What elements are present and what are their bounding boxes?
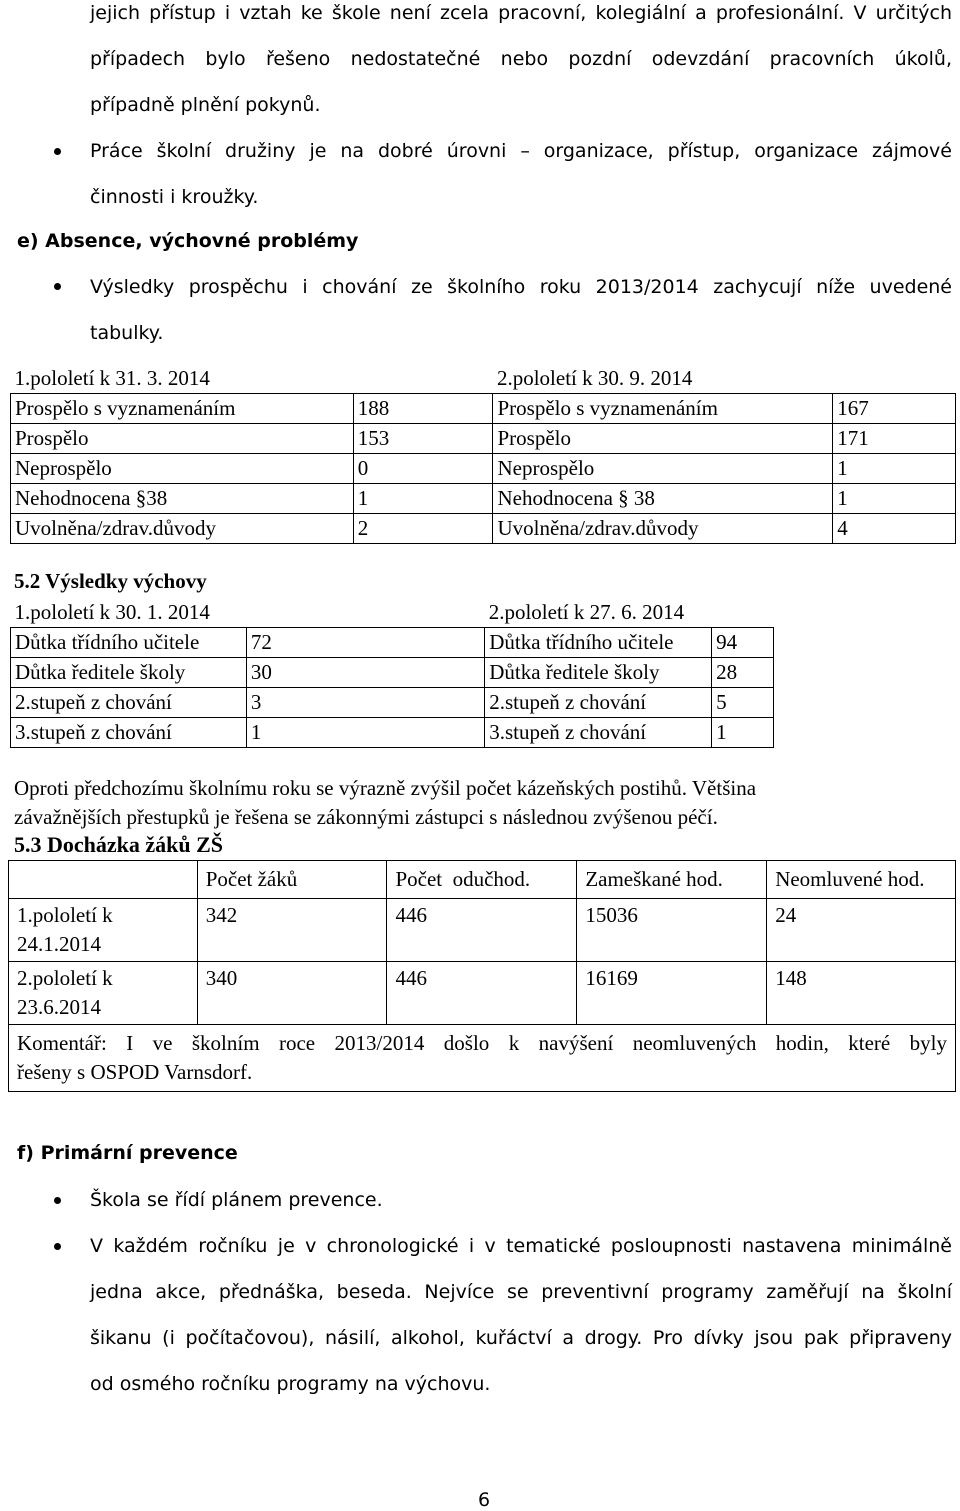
header-cell: Zameškané hod. xyxy=(577,861,767,899)
table-cell: 167 xyxy=(833,394,956,424)
heading-prevence: f) Primární prevence xyxy=(17,1142,238,1164)
table-row xyxy=(11,688,774,718)
table-cell: 1.pololetí k 24.1.2014 xyxy=(9,899,198,962)
table-cell: 1 xyxy=(712,718,774,748)
table-cell: Nehodnocena §38 xyxy=(11,484,354,514)
table-cell: Nehodnocena § 38 xyxy=(493,484,833,514)
table-cell: Důtka třídního učitele xyxy=(11,628,247,658)
table-cell: 3.stupeň z chování xyxy=(485,718,712,748)
bullet-icon xyxy=(54,1243,61,1250)
table-cell: 342 xyxy=(197,899,387,962)
table-cell: 1 xyxy=(353,484,493,514)
dochazka-comment-line-2: řešeny s OSPOD Varnsdorf. xyxy=(17,1060,253,1084)
comment-cell xyxy=(9,1025,956,1092)
table-cell: Neprospělo xyxy=(493,454,833,484)
prospech-table xyxy=(10,364,956,544)
table-header-row xyxy=(11,364,956,394)
vysledky-line-1: Výsledky prospěchu i chování ze školního roku 2013/2014 zachycují níže uvedené xyxy=(90,276,952,298)
table-cell: Prospělo s vyznamenáním xyxy=(493,394,833,424)
prevence-bullet-2-line-2: jedna akce, přednáška, beseda. Nejvíce se preventivní programy zaměřují na školní xyxy=(90,1281,952,1303)
table-cell: 446 xyxy=(387,962,577,1025)
table-row xyxy=(11,718,774,748)
header-cell: 2.pololetí k 30. 9. 2014 xyxy=(493,364,956,394)
table-row xyxy=(9,899,956,962)
table-cell: 148 xyxy=(767,962,956,1025)
heading-absence: e) Absence, výchovné problémy xyxy=(17,230,359,252)
table-header-row xyxy=(9,861,956,899)
vychova-note-line-1: Oproti předchozímu školnímu roku se výrazně zvýšil počet kázeňských postihů. Většina xyxy=(14,776,757,800)
bullet-icon xyxy=(54,1197,61,1204)
section-title-vychova: 5.2 Výsledky výchovy xyxy=(14,569,207,593)
table-cell: 2.stupeň z chování xyxy=(485,688,712,718)
prevence-bullet-1: Škola se řídí plánem prevence. xyxy=(90,1189,383,1211)
table-cell: 24 xyxy=(767,899,956,962)
table-row xyxy=(11,514,956,544)
prevence-bullet-2-line-1: V každém ročníku je v chronologické i v tematické posloupnosti nastavena minimálně xyxy=(90,1235,952,1257)
table-cell: 30 xyxy=(246,658,484,688)
prevence-bullet-2-line-4: od osmého ročníku programy na výchovu. xyxy=(90,1373,491,1395)
table-cell: 171 xyxy=(833,424,956,454)
table-cell: Neprospělo xyxy=(11,454,354,484)
table-cell: Prospělo xyxy=(493,424,833,454)
table-cell: 2.pololetí k 23.6.2014 xyxy=(9,962,198,1025)
table-row xyxy=(11,454,956,484)
table-cell: 1 xyxy=(833,454,956,484)
page-number: 6 xyxy=(478,1489,491,1511)
table-cell: Uvolněna/zdrav.důvody xyxy=(11,514,354,544)
table-cell: Důtka ředitele školy xyxy=(485,658,712,688)
table-cell: Uvolněna/zdrav.důvody xyxy=(493,514,833,544)
header-cell: Počet odučhod. xyxy=(387,861,577,899)
vychova-note-line-2: závažnějších přestupků je řešena se zákonnými zástupci s následnou zvýšenou péčí. xyxy=(14,805,718,829)
table-row xyxy=(11,628,774,658)
table-cell: Prospělo s vyznamenáním xyxy=(11,394,354,424)
table-cell: 153 xyxy=(353,424,493,454)
table-cell: 15036 xyxy=(577,899,767,962)
table-cell: 188 xyxy=(353,394,493,424)
table-row xyxy=(11,658,774,688)
intro-line-1: jejich přístup i vztah ke škole není zcela pracovní, kolegiální a profesionální. V určitých xyxy=(90,2,952,24)
table-cell: 2.stupeň z chování xyxy=(11,688,247,718)
table-cell: 340 xyxy=(197,962,387,1025)
table-cell: 1 xyxy=(246,718,484,748)
table-cell: 0 xyxy=(353,454,493,484)
vysledky-line-2: tabulky. xyxy=(90,322,164,344)
table-cell: Důtka ředitele školy xyxy=(11,658,247,688)
table-row xyxy=(11,484,956,514)
table-cell: 3.stupeň z chování xyxy=(11,718,247,748)
table-cell: Prospělo xyxy=(11,424,354,454)
prevence-bullet-2-line-3: šikanu (i počítačovou), násilí, alkohol, kuřáctví a drogy. Pro dívky jsou pak připraveny xyxy=(90,1327,952,1349)
table-cell: 446 xyxy=(387,899,577,962)
vychova-table xyxy=(10,598,774,748)
table-cell: 94 xyxy=(712,628,774,658)
section-title-dochazka: 5.3 Docházka žáků ZŠ xyxy=(14,832,224,857)
druzina-line-1: Práce školní družiny je na dobré úrovni – organizace, přístup, organizace zájmové xyxy=(90,140,952,162)
table-cell: 2 xyxy=(353,514,493,544)
table-row xyxy=(11,424,956,454)
table-cell: 72 xyxy=(246,628,484,658)
druzina-line-2: činnosti i kroužky. xyxy=(90,186,259,208)
header-cell: 2.pololetí k 27. 6. 2014 xyxy=(485,598,774,628)
dochazka-comment-line-1: Komentář: I ve školním roce 2013/2014 došlo k navýšení neomluvených hodin, které byly xyxy=(17,1031,947,1055)
table-cell: Důtka třídního učitele xyxy=(485,628,712,658)
table-cell: 5 xyxy=(712,688,774,718)
table-cell: 3 xyxy=(246,688,484,718)
header-cell: 1.pololetí k 31. 3. 2014 xyxy=(11,364,493,394)
table-row xyxy=(11,394,956,424)
header-cell: Počet žáků xyxy=(197,861,387,899)
header-cell xyxy=(9,861,198,899)
dochazka-table xyxy=(8,860,956,1092)
header-cell: 1.pololetí k 30. 1. 2014 xyxy=(11,598,485,628)
table-cell: 1 xyxy=(833,484,956,514)
bullet-icon xyxy=(54,283,61,290)
table-cell: 28 xyxy=(712,658,774,688)
table-cell: 4 xyxy=(833,514,956,544)
table-row xyxy=(9,1025,956,1092)
table-row xyxy=(9,962,956,1025)
intro-line-3: případně plnění pokynů. xyxy=(90,94,321,116)
intro-line-2: případech bylo řešeno nedostatečné nebo pozdní odevzdání pracovních úkolů, xyxy=(90,48,952,70)
bullet-icon xyxy=(54,148,61,155)
table-cell: 16169 xyxy=(577,962,767,1025)
table-header-row xyxy=(11,598,774,628)
header-cell: Neomluvené hod. xyxy=(767,861,956,899)
